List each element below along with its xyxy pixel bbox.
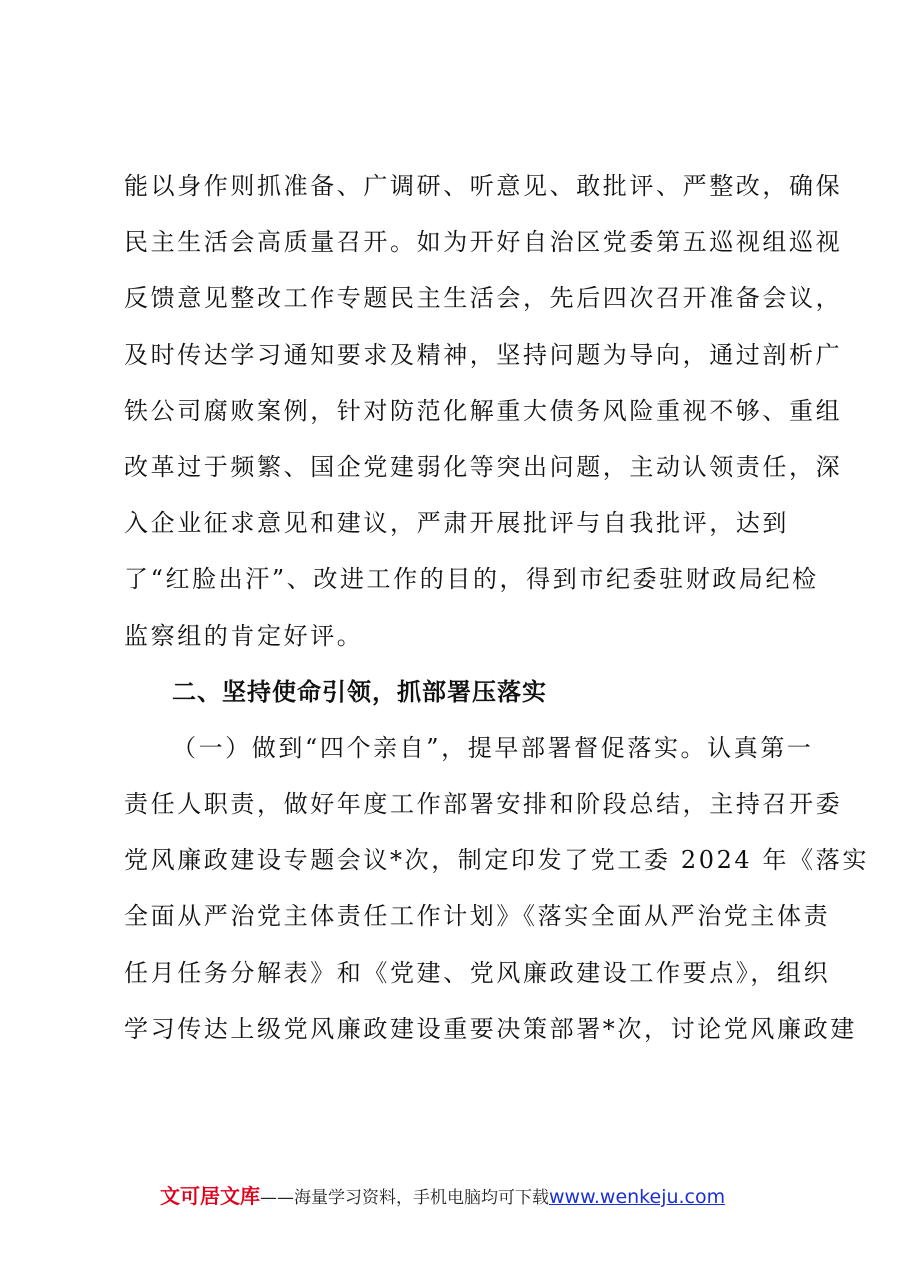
- footer-banner: [160, 1182, 780, 1210]
- body-line: 民主生活会高质量召开。如为开好自治区党委第五巡视组巡视: [124, 228, 843, 257]
- body-line: 能以身作则抓准备、广调研、听意见、敢批评、严整改，确保: [124, 172, 843, 200]
- body-line: 全面从严治党主体责任工作计划》《落实全面从严治党主体责: [124, 902, 831, 931]
- body-line: 及时传达学习通知要求及精神，坚持问题为导向，通过剖析广: [124, 340, 843, 369]
- body-line: 反馈意见整改工作专题民主生活会，先后四次召开准备会议，: [124, 284, 843, 313]
- body-line: 入企业征求意见和建议，严肃开展批评与自我批评，达到: [124, 509, 789, 538]
- body-line: 监察组的肯定好评。: [124, 621, 364, 650]
- footer-brand-name: 文可居文库: [160, 1184, 260, 1208]
- body-line: 责任人职责，做好年度工作部署安排和阶段总结，主持召开委: [124, 790, 843, 819]
- body-line: 学习传达上级党风廉政建设重要决策部署*次，讨论党风廉政建: [124, 1014, 857, 1043]
- body-line: 了“红脸出汗”、改进工作的目的，得到市纪委驻财政局纪检: [124, 565, 819, 594]
- section-heading: 二、坚持使命引领，抓部署压落实: [172, 677, 547, 706]
- body-line: 铁公司腐败案例，针对防范化解重大债务风险重视不够、重组: [124, 396, 843, 425]
- body-line: 改革过于频繁、国企党建弱化等突出问题，主动认领责任，深: [124, 452, 843, 481]
- body-line: 党风廉政建设专题会议*次，制定印发了党工委 2024 年《落实: [124, 846, 869, 875]
- body-line: 任月任务分解表》和《党建、党风廉政建设工作要点》，组织: [124, 958, 831, 987]
- footer-website-link[interactable]: www.wenkeju.com: [549, 1186, 726, 1208]
- document-body: [124, 158, 869, 1057]
- footer-tagline: ——海量学习资料，手机电脑均可下载: [260, 1188, 549, 1208]
- subsection-first-line: （一）做到“四个亲自”，提早部署督促落实。认真第一: [172, 733, 814, 762]
